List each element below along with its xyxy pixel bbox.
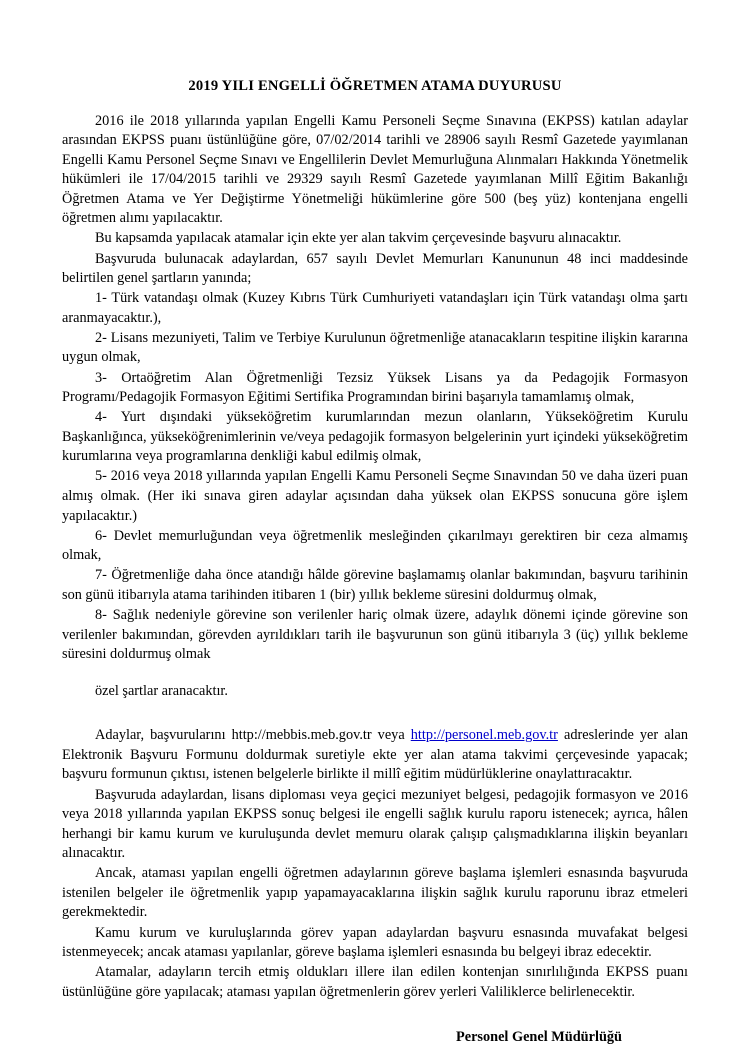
condition-item-3: 3- Ortaöğretim Alan Öğretmenliği Tezsiz Yüksek Lisans ya da Pedagojik Formasyon Programı/Pedagojik Formasyon Eğitimi Sertifika Programından birini başarıyla tamamlamış olmak, [62, 369, 688, 406]
personel-meb-link[interactable]: http://personel.meb.gov.tr [410, 727, 558, 744]
condition-item-8: 8- Sağlık nedeniyle görevine son verilenler hariç olmak üzere, adaylık dönemi içinde görevine son verilenler bakımından, görevden ayrıldıkları tarih ile başvurunun son günü itibarıyla 3 (üç) yıllık bekleme süresini doldurmuş olmak [62, 606, 688, 663]
application-text-before: Adaylar, başvurularını http://mebbis.meb.gov.tr veya [95, 727, 411, 744]
paragraph-appointment-process: Atamalar, adayların tercih etmiş oldukları illere ilan edilen kontenjan sınırlılığında EKPSS puanı üstünlüğüne göre yapılacak; ataması yapılan öğretmenlerin görev yerleri Valiliklerce belirlenecektir. [62, 964, 688, 1000]
paragraph-intro: 2016 ile 2018 yıllarında yapılan Engelli Kamu Personeli Seçme Sınavına (EKPSS) katılan adaylar arasından EKPSS puanı üstünlüğüne göre, 07/02/2014 tarihli ve 28906 sayılı Resmî Gazetede yayımlanan Engelli Kamu Personel Seçme Sınavı ve Engellilerin Devlet Memurluğuna Alınmaları Hakkında Yönetmelik hükümleri ile 17/04/2015 tarihli ve 29329 sayılı Resmî Gazetede yayımlanan Millî Eğitim Bakanlığı Öğretmen Atama ve Yer Değiştirme Yönetmeliği hükümlerine göre 500 (beş yüz) kontenjana engelli öğretmen alımı yapılacaktır. [62, 112, 688, 227]
spacer [62, 702, 688, 726]
paragraph-general-conditions: Başvuruda bulunacak adaylardan, 657 sayılı Devlet Memurları Kanununun 48 inci maddesinde belirtilen genel şartların yanında; [62, 250, 688, 287]
paragraph-special-conditions: özel şartlar aranacaktır. [95, 683, 228, 700]
paragraph-consent-document: Kamu kurum ve kuruluşlarında görev yapan adaylardan başvuru esnasında muvafakat belgesi istenmeyecek; ancak ataması yapılanlar, göreve başlama işlemleri esnasında bu belgeyi ibraz edecektir. [62, 924, 688, 961]
paragraph-required-documents: Başvuruda adaylardan, lisans diploması veya geçici mezuniyet belgesi, pedagojik formasyon ve 2016 veya 2018 yıllarında yapılan EKPSS sonuç belgesi ile engelli sağlık kurulu raporu istenecek; ayrıca, hâlen herhangi bir kamu kurum ve kuruluşunda devlet memuru olarak çalışıp çalışmadıklarına ilişkin beyanları alınacaktır. [62, 786, 688, 862]
condition-item-1: 1- Türk vatandaşı olmak (Kuzey Kıbrıs Türk Cumhuriyeti vatandaşları için Türk vatandaşı olma şartı aranmayacaktır.), [62, 290, 688, 326]
condition-item-6: 6- Devlet memurluğundan veya öğretmenlik mesleğinden çıkarılmayı gerektiren bir ceza almamış olmak, [62, 527, 688, 564]
application-text-after: adreslerinde yer alan Elektronik Başvuru Formunu doldurmak suretiyle ekte yer alan atama takvimi çerçevesinde yapacak; başvuru formunun çıktısı, istenen belgelerle birlikte il millî eğitim müdürlüklerine onaylattıracaktır. [62, 727, 689, 783]
paragraph-application-links [62, 726, 688, 785]
paragraph-scope: Bu kapsamda yapılacak atamalar için ekte yer alan takvim çerçevesinde başvuru alınacaktır. [95, 230, 622, 247]
signature-block: Personel Genel Müdürlüğü [455, 1029, 622, 1046]
condition-item-7: 7- Öğretmenliğe daha önce atandığı hâlde görevine başlamamış olanlar bakımından, başvuru tarihinin son günü itibarıyla atama tarihinden itibaren 1 (bir) yıllık bekleme süresini doldurmuş olmak, [62, 567, 688, 603]
condition-item-5: 5- 2016 veya 2018 yıllarında yapılan Engelli Kamu Personeli Seçme Sınavından 50 ve daha üzeri puan almış olmak. (Her iki sınava giren adaylar açısından daha yüksek olan EKPSS sonucuna göre işlem yapılacaktır.) [62, 468, 688, 524]
paragraph-health-report: Ancak, ataması yapılan engelli öğretmen adaylarının göreve başlama işlemleri esnasında başvuruda istenilen belgeler ile öğretmenlik yapıp yapamayacaklarına ilişkin sağlık kurulu raporunu ibraz etmeleri gerekmektedir. [62, 865, 688, 921]
spacer [62, 665, 688, 682]
condition-item-4: 4- Yurt dışındaki yükseköğretim kurumlarından mezun olanların, Yükseköğretim Kurulu Başkanlığınca, yükseköğrenimlerinin ve/veya pedagojik formasyon belgelerinin yurt içindeki yükseköğretim kurumlarına veya programlarına denkliği kabul edilmiş olmak, [62, 409, 688, 465]
condition-item-2: 2- Lisans mezuniyeti, Talim ve Terbiye Kurulunun öğretmenliğe atanacakların tespitine ilişkin kararına uygun olmak, [62, 329, 688, 366]
page-title: 2019 YILI ENGELLİ ÖĞRETMEN ATAMA DUYURUSU [188, 78, 562, 94]
